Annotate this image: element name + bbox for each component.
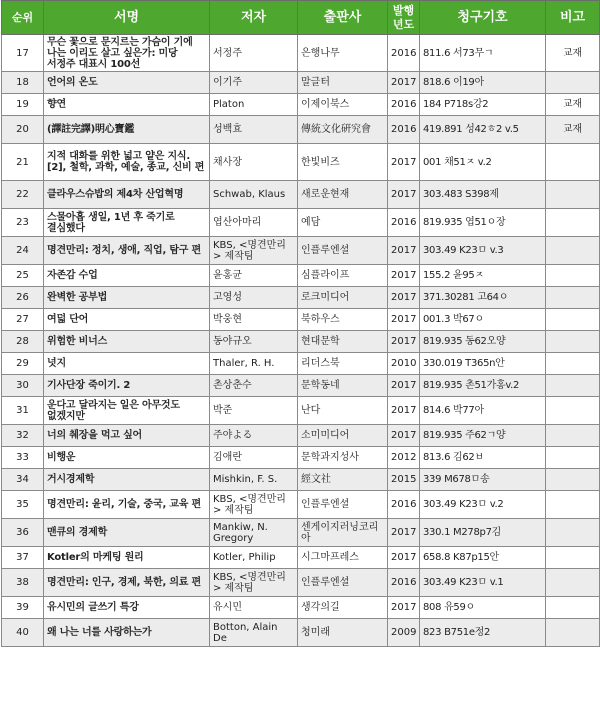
table-row [2, 375, 600, 397]
call-number-cell: 819.935 주62ㄱ양 [420, 425, 546, 447]
year-cell: 2017 [388, 181, 420, 209]
table-row [2, 447, 600, 469]
table-row [2, 569, 600, 597]
rank-cell: 36 [2, 519, 44, 547]
call-number-cell: 330.019 T365n안 [420, 353, 546, 375]
author-cell: Mishkin, F. S. [210, 469, 298, 491]
author-cell: 이기주 [210, 72, 298, 94]
year-cell: 2016 [388, 35, 420, 72]
year-cell: 2012 [388, 447, 420, 469]
note-cell [546, 569, 600, 597]
call-number-cell: 303.483 S398제 [420, 181, 546, 209]
note-header: 비고 [546, 1, 600, 35]
note-cell: 교재 [546, 94, 600, 116]
author-cell: Kotler, Philip [210, 547, 298, 569]
rank-cell: 31 [2, 397, 44, 425]
author-cell: 박웅현 [210, 309, 298, 331]
year-cell: 2017 [388, 519, 420, 547]
table-row [2, 519, 600, 547]
call-number-cell: 184 P718s강2 [420, 94, 546, 116]
title-cell: 넛지 [44, 353, 210, 375]
publisher-cell: 북하우스 [298, 309, 388, 331]
title-cell: 완벽한 공부법 [44, 287, 210, 309]
call-number-cell: 818.6 이19아 [420, 72, 546, 94]
rank-cell: 21 [2, 144, 44, 181]
note-cell [546, 519, 600, 547]
author-cell: 동야규오 [210, 331, 298, 353]
rank-cell: 27 [2, 309, 44, 331]
rank-cell: 23 [2, 209, 44, 237]
note-cell [546, 144, 600, 181]
note-cell [546, 491, 600, 519]
call-number-cell: 819.935 동62오양 [420, 331, 546, 353]
note-cell [546, 265, 600, 287]
table-row [2, 209, 600, 237]
call-number-cell: 419.891 성42ㅎ2 v.5 [420, 116, 546, 144]
publisher-cell: 센게이지러닝코리아 [298, 519, 388, 547]
rank-cell: 24 [2, 237, 44, 265]
publisher-header: 출판사 [298, 1, 388, 35]
author-cell: Botton, Alain De [210, 619, 298, 647]
year-cell: 2010 [388, 353, 420, 375]
rank-cell: 40 [2, 619, 44, 647]
title-cell: 자존감 수업 [44, 265, 210, 287]
rank-cell: 39 [2, 597, 44, 619]
title-cell: 스물아홉 생일, 1년 후 죽기로 결심했다 [44, 209, 210, 237]
note-cell: 교재 [546, 35, 600, 72]
year-cell: 2015 [388, 469, 420, 491]
call-number-cell: 823 B751e정2 [420, 619, 546, 647]
rank-cell: 33 [2, 447, 44, 469]
author-cell: KBS, <명견만리> 제작팀 [210, 237, 298, 265]
call-number-cell: 819.935 엽51ㅇ장 [420, 209, 546, 237]
table-row [2, 287, 600, 309]
rank-cell: 37 [2, 547, 44, 569]
author-cell: 엽산아마리 [210, 209, 298, 237]
publisher-cell: 생각의길 [298, 597, 388, 619]
title-cell: 여덟 단어 [44, 309, 210, 331]
publisher-cell: 소미미디어 [298, 425, 388, 447]
publisher-cell: 문학동네 [298, 375, 388, 397]
note-cell [546, 547, 600, 569]
author-cell: 고영성 [210, 287, 298, 309]
publisher-cell: 리더스북 [298, 353, 388, 375]
header-row [2, 1, 600, 35]
title-cell: 왜 나는 너를 사랑하는가 [44, 619, 210, 647]
author-cell: KBS, <명견만리> 제작팀 [210, 569, 298, 597]
year-cell: 2016 [388, 116, 420, 144]
table-row [2, 597, 600, 619]
rank-cell: 34 [2, 469, 44, 491]
rank-cell: 22 [2, 181, 44, 209]
rank-cell: 17 [2, 35, 44, 72]
table-row [2, 94, 600, 116]
table-row [2, 547, 600, 569]
rank-cell: 29 [2, 353, 44, 375]
rank-cell: 20 [2, 116, 44, 144]
publisher-cell: 이제이북스 [298, 94, 388, 116]
publisher-cell: 은행나무 [298, 35, 388, 72]
title-cell: 명견만리: 윤리, 기술, 중국, 교육 편 [44, 491, 210, 519]
author-header: 저자 [210, 1, 298, 35]
table-row [2, 491, 600, 519]
rank-cell: 35 [2, 491, 44, 519]
title-cell: 무슨 꽃으로 문지르는 가슴이 기에 나는 이리도 살고 싶은가: 미당 서정주 대표시 100선 [44, 35, 210, 72]
table-row [2, 619, 600, 647]
note-cell [546, 469, 600, 491]
table-row [2, 181, 600, 209]
table-row [2, 237, 600, 265]
table-row [2, 353, 600, 375]
title-cell: 명견만리: 정치, 생애, 직업, 탐구 편 [44, 237, 210, 265]
title-cell: 지적 대화를 위한 넓고 얕은 지식. [2], 철학, 과학, 예술, 종교, 신비 편 [44, 144, 210, 181]
publisher-cell: 인플루엔셜 [298, 491, 388, 519]
note-cell [546, 309, 600, 331]
title-cell: 명견만리: 인구, 경제, 북한, 의료 편 [44, 569, 210, 597]
call-number-cell: 155.2 윤95ㅈ [420, 265, 546, 287]
call-number-cell: 814.6 박77아 [420, 397, 546, 425]
table-row [2, 72, 600, 94]
table-row [2, 35, 600, 72]
year-cell: 2017 [388, 547, 420, 569]
year-cell: 2017 [388, 237, 420, 265]
author-cell: 주야よる [210, 425, 298, 447]
note-cell [546, 287, 600, 309]
call-number-cell: 303.49 K23ㅁ v.1 [420, 569, 546, 597]
rank-cell: 38 [2, 569, 44, 597]
call-number-header: 청구기호 [420, 1, 546, 35]
year-cell: 2009 [388, 619, 420, 647]
publisher-cell: 현대문학 [298, 331, 388, 353]
publisher-cell: 청미래 [298, 619, 388, 647]
year-cell: 2017 [388, 397, 420, 425]
title-cell: 거시경제학 [44, 469, 210, 491]
publisher-cell: 문학과지성사 [298, 447, 388, 469]
call-number-cell: 330.1 M278p7김 [420, 519, 546, 547]
year-cell: 2017 [388, 287, 420, 309]
publisher-cell: 傳統文化硏究會 [298, 116, 388, 144]
call-number-cell: 001.3 박67ㅇ [420, 309, 546, 331]
note-cell [546, 237, 600, 265]
title-cell: (譯註完譯)明心寶鑑 [44, 116, 210, 144]
author-cell: Mankiw, N. Gregory [210, 519, 298, 547]
year-cell: 2017 [388, 331, 420, 353]
title-cell: 비행운 [44, 447, 210, 469]
publisher-cell: 인플루엔셜 [298, 237, 388, 265]
table-row [2, 397, 600, 425]
author-cell: 윤홍균 [210, 265, 298, 287]
author-cell: 촌상춘수 [210, 375, 298, 397]
publisher-cell: 심플라이프 [298, 265, 388, 287]
author-cell: 성백효 [210, 116, 298, 144]
year-cell: 2017 [388, 597, 420, 619]
table-row [2, 469, 600, 491]
year-cell: 2016 [388, 94, 420, 116]
year-cell: 2017 [388, 375, 420, 397]
publisher-cell: 로크미디어 [298, 287, 388, 309]
note-cell [546, 353, 600, 375]
note-cell [546, 375, 600, 397]
title-cell: 맨큐의 경제학 [44, 519, 210, 547]
note-cell [546, 597, 600, 619]
year-cell: 2017 [388, 72, 420, 94]
title-cell: 언어의 온도 [44, 72, 210, 94]
author-cell: KBS, <명견만리> 제작팀 [210, 491, 298, 519]
rank-cell: 26 [2, 287, 44, 309]
call-number-cell: 339 M678ㅁ송 [420, 469, 546, 491]
rank-cell: 18 [2, 72, 44, 94]
year-cell: 2016 [388, 209, 420, 237]
call-number-cell: 658.8 K87p15안 [420, 547, 546, 569]
publisher-cell: 예담 [298, 209, 388, 237]
call-number-cell: 303.49 K23ㅁ v.2 [420, 491, 546, 519]
title-header: 서명 [44, 1, 210, 35]
year-cell: 2017 [388, 309, 420, 331]
author-cell: 유시민 [210, 597, 298, 619]
author-cell: 박준 [210, 397, 298, 425]
call-number-cell: 813.6 김62ㅂ [420, 447, 546, 469]
note-cell [546, 209, 600, 237]
table-row [2, 116, 600, 144]
call-number-cell: 819.935 촌51가홍v.2 [420, 375, 546, 397]
year-cell: 2017 [388, 425, 420, 447]
note-cell [546, 397, 600, 425]
rank-cell: 30 [2, 375, 44, 397]
title-cell: 유시민의 글쓰기 특강 [44, 597, 210, 619]
publisher-cell: 인플루엔셜 [298, 569, 388, 597]
rank-cell: 19 [2, 94, 44, 116]
note-cell: 교재 [546, 116, 600, 144]
note-cell [546, 181, 600, 209]
publisher-cell: 시그마프레스 [298, 547, 388, 569]
author-cell: 서정주 [210, 35, 298, 72]
rank-cell: 32 [2, 425, 44, 447]
table-row [2, 144, 600, 181]
rank-header: 순위 [2, 1, 44, 35]
call-number-cell: 001 채51ㅈ v.2 [420, 144, 546, 181]
title-cell: 운다고 달라지는 일은 아무것도 없겠지만 [44, 397, 210, 425]
year-cell: 2017 [388, 144, 420, 181]
publisher-cell: 한빛비즈 [298, 144, 388, 181]
publisher-cell: 난다 [298, 397, 388, 425]
title-cell: 클라우스슈밥의 제4차 산업혁명 [44, 181, 210, 209]
rank-cell: 25 [2, 265, 44, 287]
note-cell [546, 72, 600, 94]
title-cell: Kotler의 마케팅 원리 [44, 547, 210, 569]
author-cell: 김애란 [210, 447, 298, 469]
rank-cell: 28 [2, 331, 44, 353]
table-row [2, 265, 600, 287]
author-cell: Platon [210, 94, 298, 116]
book-ranking-table [1, 0, 600, 647]
publisher-cell: 말글터 [298, 72, 388, 94]
year-cell: 2017 [388, 265, 420, 287]
note-cell [546, 447, 600, 469]
note-cell [546, 331, 600, 353]
table-row [2, 331, 600, 353]
call-number-cell: 811.6 서73무ㄱ [420, 35, 546, 72]
table-row [2, 425, 600, 447]
note-cell [546, 425, 600, 447]
title-cell: 향연 [44, 94, 210, 116]
year-header: 발행년도 [388, 1, 420, 35]
call-number-cell: 303.49 K23ㅁ v.3 [420, 237, 546, 265]
title-cell: 너의 췌장을 먹고 싶어 [44, 425, 210, 447]
title-cell: 위험한 비너스 [44, 331, 210, 353]
note-cell [546, 619, 600, 647]
call-number-cell: 808 유59ㅇ [420, 597, 546, 619]
call-number-cell: 371.30281 고64ㅇ [420, 287, 546, 309]
author-cell: Thaler, R. H. [210, 353, 298, 375]
title-cell: 기사단장 죽이기. 2 [44, 375, 210, 397]
author-cell: 채사장 [210, 144, 298, 181]
year-cell: 2016 [388, 491, 420, 519]
publisher-cell: 새로운현재 [298, 181, 388, 209]
year-cell: 2016 [388, 569, 420, 597]
table-body [2, 35, 600, 647]
author-cell: Schwab, Klaus [210, 181, 298, 209]
publisher-cell: 經文社 [298, 469, 388, 491]
table-row [2, 309, 600, 331]
